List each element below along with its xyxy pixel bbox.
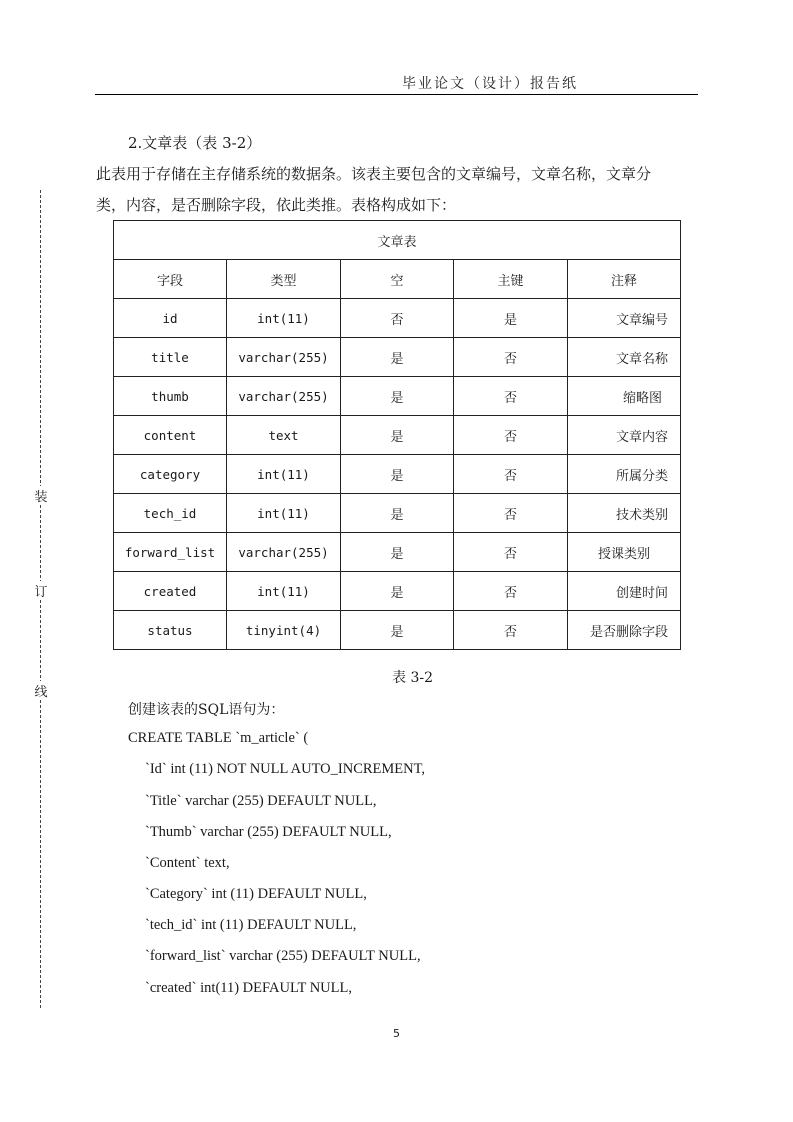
column-header: 主键 (454, 260, 568, 299)
comment-cell: 文章编号 (568, 299, 681, 338)
article-table (113, 220, 681, 650)
comment-cell: 创建时间 (568, 572, 681, 611)
table-row (114, 611, 681, 650)
type-cell: varchar(255) (227, 377, 341, 416)
sql-intro: 创建该表的SQL语句为： (128, 702, 285, 718)
null-cell: 是 (341, 416, 454, 455)
type-cell: int(11) (227, 455, 341, 494)
primary-key-cell: 否 (454, 455, 568, 494)
type-cell: int(11) (227, 299, 341, 338)
comment-cell: 技术类别 (568, 494, 681, 533)
sql-line: `Category` int (11) DEFAULT NULL, (145, 886, 367, 902)
field-cell: thumb (114, 377, 227, 416)
null-cell: 是 (341, 572, 454, 611)
page-header-title: 毕业论文（设计）报告纸 (402, 76, 578, 92)
section-title: 2.文章表（表 3-2） (128, 134, 262, 152)
binding-char-xian: 线 (33, 681, 49, 700)
null-cell: 是 (341, 611, 454, 650)
sql-line: `Content` text, (145, 855, 230, 871)
table-row (114, 338, 681, 377)
comment-cell: 文章名称 (568, 338, 681, 377)
intro-paragraph-line-2: 类，内容，是否删除字段，依此类推。表格构成如下： (96, 196, 457, 214)
sql-line: CREATE TABLE `m_article` ( (128, 730, 309, 746)
type-cell: int(11) (227, 572, 341, 611)
column-header: 类型 (227, 260, 341, 299)
table-row (114, 299, 681, 338)
type-cell: varchar(255) (227, 533, 341, 572)
field-cell: content (114, 416, 227, 455)
column-header: 空 (341, 260, 454, 299)
binding-char-ding: 订 (33, 581, 49, 600)
field-cell: tech_id (114, 494, 227, 533)
type-cell: tinyint(4) (227, 611, 341, 650)
null-cell: 是 (341, 338, 454, 377)
sql-line: `Title` varchar (255) DEFAULT NULL, (145, 793, 377, 809)
table-row (114, 572, 681, 611)
null-cell: 是 (341, 377, 454, 416)
primary-key-cell: 否 (454, 338, 568, 377)
table-row (114, 377, 681, 416)
field-cell: title (114, 338, 227, 377)
null-cell: 是 (341, 494, 454, 533)
sql-line: `created` int(11) DEFAULT NULL, (145, 980, 352, 996)
header-rule (95, 94, 698, 95)
field-cell: created (114, 572, 227, 611)
type-cell: int(11) (227, 494, 341, 533)
comment-cell: 文章内容 (568, 416, 681, 455)
field-cell: status (114, 611, 227, 650)
null-cell: 否 (341, 299, 454, 338)
column-header: 注释 (568, 260, 681, 299)
intro-paragraph-line-1: 此表用于存储在主存储系统的数据条。该表主要包含的文章编号，文章名称，文章分 (96, 165, 652, 183)
comment-cell: 授课类别 (568, 533, 681, 572)
primary-key-cell: 否 (454, 494, 568, 533)
comment-cell: 缩略图 (568, 377, 681, 416)
column-header: 字段 (114, 260, 227, 299)
null-cell: 是 (341, 455, 454, 494)
primary-key-cell: 否 (454, 377, 568, 416)
table-row (114, 416, 681, 455)
field-cell: id (114, 299, 227, 338)
comment-cell: 所属分类 (568, 455, 681, 494)
primary-key-cell: 否 (454, 572, 568, 611)
table-header-row (114, 260, 681, 299)
sql-line: `Thumb` varchar (255) DEFAULT NULL, (145, 824, 392, 840)
page-number: 5 (393, 1027, 400, 1040)
type-cell: varchar(255) (227, 338, 341, 377)
table-row (114, 455, 681, 494)
binding-char-zhuang: 装 (33, 486, 49, 505)
primary-key-cell: 否 (454, 533, 568, 572)
table-row (114, 494, 681, 533)
field-cell: forward_list (114, 533, 227, 572)
comment-cell: 是否删除字段 (568, 611, 681, 650)
primary-key-cell: 否 (454, 416, 568, 455)
sql-line: `Id` int (11) NOT NULL AUTO_INCREMENT, (145, 761, 426, 777)
sql-line: `tech_id` int (11) DEFAULT NULL, (145, 917, 357, 933)
primary-key-cell: 是 (454, 299, 568, 338)
type-cell: text (227, 416, 341, 455)
table-row (114, 533, 681, 572)
field-cell: category (114, 455, 227, 494)
sql-line: `forward_list` varchar (255) DEFAULT NULL, (145, 948, 421, 964)
table-caption: 表 3-2 (392, 670, 433, 686)
primary-key-cell: 否 (454, 611, 568, 650)
null-cell: 是 (341, 533, 454, 572)
table-title: 文章表 (114, 221, 681, 260)
